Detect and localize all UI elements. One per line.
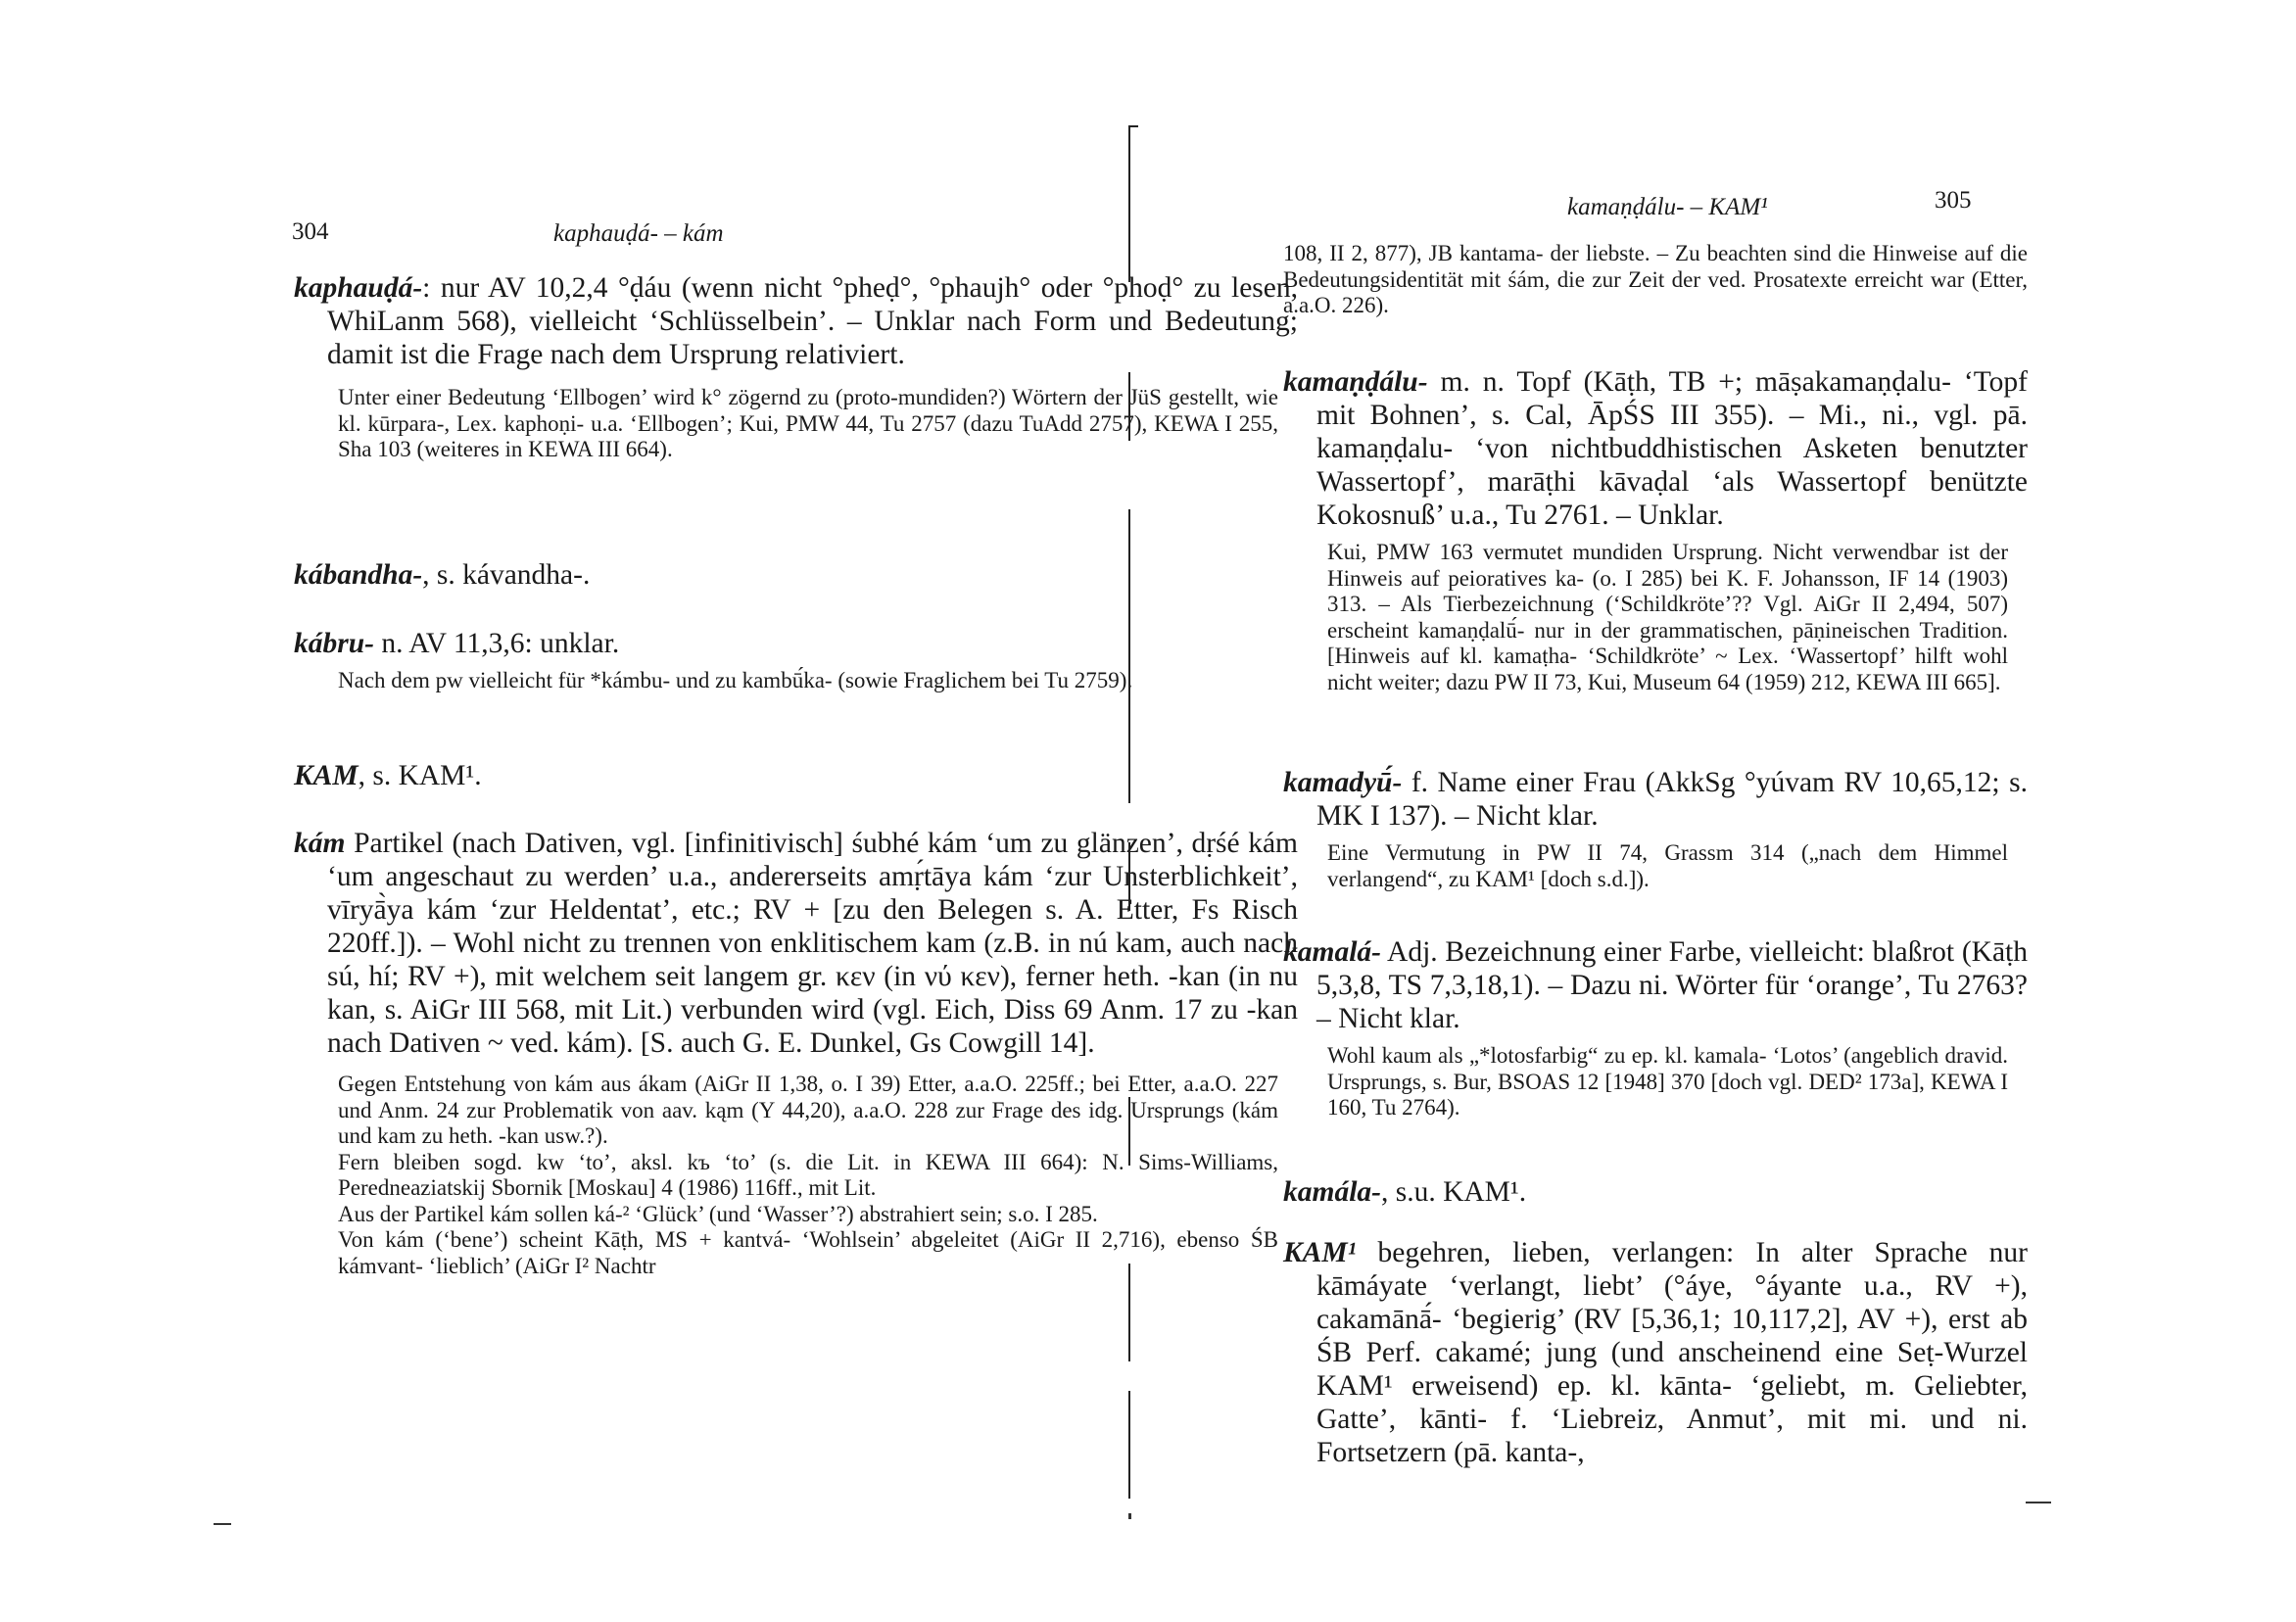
entry-lemma: KAM — [294, 760, 359, 791]
entry-lemma: kamadyū́- — [1283, 767, 1403, 798]
entry-note — [1283, 1043, 2028, 1121]
entry-lemma: kábandha- — [294, 559, 423, 591]
gutter-dot — [1128, 1513, 1131, 1519]
note-paragraph: Eine Vermutung in PW II 74, Grassm 314 („nach dem Himmel verlangend“, zu KAM¹ [doch s.d.]). — [1327, 840, 2008, 891]
entry-text: Partikel (nach Dativen, vgl. [infinitivisch] śubhé kám ‘um zu glänzen’, dṛśé kám ‘um angeschaut zu werden’ u.a., andererseits amṛ́tāya kám ‘zur Unsterblichkeit’, vīryā̀ya kám ‘zur Heldentat’, etc.; RV + [zu den Belegen s. A. Etter, Fs Risch 220ff.]). – Wohl nicht zu trennen von enklitischem kam (z.B. in nú kam, auch nach sú, hí; RV +), mit welchem seit langem gr. κεν (in νύ κεν), ferner heth. -kan (in nu kan, s. AiGr III 568, mit Lit.) verbunden wird (vgl. Eich, Diss 69 Anm. 17 zu -kan nach Dativen ~ ved. kám). [S. auch G. E. Dunkel, Gs Cowgill 14]. — [327, 828, 1298, 1059]
right-running-head: kamaṇḍálu- – KAM¹ — [1567, 194, 1768, 220]
entry-text: begehren, lieben, verlangen: In alter Sprache nur kāmáyate ‘verlangt, liebt’ (°áye, °áyante u.a., RV +), cakamānā́- ‘begierig’ (RV [5,36,1; 10,117,2], AV +), erst ab ŚB Perf. cakamé; jung (und anscheinend eine Seṭ-Wurzel KAM¹ erweisend) ep. kl. kānta- ‘geliebt, m. Geliebter, Gatte’, kānti- f. ‘Liebreiz, Anmut’, mit mi. und ni. Fortsetzern (pā. kanta-, — [1316, 1237, 2028, 1468]
entry-kamala-adj — [1283, 935, 2028, 1121]
entry-kam1 — [1283, 1236, 2028, 1469]
entry-kabru — [294, 627, 1298, 694]
gutter-line — [1128, 842, 1130, 911]
note-paragraph: Wohl kaum als „*lotosfarbig“ zu ep. kl. kamala- ‘Lotos’ (angeblich dravid. Ursprungs, s. Bur, BSOAS 12 [1948] 370 [doch vgl. DED² 173a], KEWA I 160, Tu 2764). — [1327, 1043, 2008, 1120]
gutter-line — [1128, 125, 1130, 282]
entry-lemma: kamála- — [1283, 1176, 1381, 1208]
gutter-line — [1128, 1264, 1130, 1361]
note-paragraph: 108, II 2, 877), JB kantama- der liebste. – Zu beachten sind die Hinweise auf die Bedeutungsidentität mit śám, die zur Zeit der ved. Prosatexte erreicht war (Etter, a.a.O. 226). — [1283, 241, 2028, 317]
entry-kamala-ref — [1283, 1175, 2028, 1209]
entry-kam — [294, 827, 1298, 1279]
entry-text: , s. KAM¹. — [358, 760, 482, 791]
entry-lemma: kám — [294, 828, 346, 859]
entry-text: , s.u. KAM¹. — [1380, 1176, 1527, 1208]
note-paragraph: Von kám (‘bene’) scheint Kāṭh, MS + kantvá- ‘Wohlsein’ abgeleitet (AiGr II 2,716), ebenso ŚB kámvant- ‘lieblich’ (AiGr I² Nachtr — [338, 1227, 1278, 1278]
page-corner-mark — [2026, 1502, 2051, 1503]
entry-text: Adj. Bezeichnung einer Farbe, vielleicht: blaßrot (Kāṭh 5,3,8, TS 7,3,18,1). – Dazu ni. Wörter für ‘orange’, Tu 2763? – Nicht klar. — [1316, 936, 2028, 1034]
entry-kabandha — [294, 558, 1298, 592]
entry-lemma: kamaṇḍálu- — [1283, 366, 1428, 398]
note-paragraph: Gegen Entstehung von kám aus ákam (AiGr II 1,38, o. I 39) Etter, a.a.O. 225ff.; bei Etter, a.a.O. 227 und Anm. 24 zur Problematik von aav. kąm (Y 44,20), a.a.O. 228 zur Frage des idg. Ursprungs (kám und kam zu heth. -kan usw.?). — [338, 1072, 1278, 1148]
entry-kamadyu — [1283, 766, 2028, 892]
entry-text: m. n. Topf (Kāṭh, TB +; māṣakamaṇḍalu- ‘Topf mit Bohnen’, s. Cal, ĀpŚS III 355). – Mi., ni., vgl. pā. kamaṇḍalu- ‘von nichtbuddhistischen Asketen benutzter Wassertopf’, marāṭhi kāvaḍal ‘als Wassertopf benützte Kokosnuß’ u.a., Tu 2761. – Unklar. — [1316, 366, 2028, 531]
note-paragraph: Kui, PMW 163 vermutet mundiden Ursprung. Nicht verwendbar ist der Hinweis auf peioratives ka- (o. I 285) bei K. F. Johansson, IF 14 (1903) 313. – Als Tierbezeichnung (‘Schildkröte’?? Vgl. AiGr II 2,494, 507) erscheint kamaṇḍalū́- nur in der grammatischen, pāṇineischen Tradition. [Hinweis auf kl. kamaṭha- ‘Schildkröte’ ~ Lex. ‘Wassertopf’ hilft wohl nicht weiter; dazu PW II 73, Kui, Museum 64 (1959) 212, KEWA III 665]. — [1327, 540, 2008, 694]
entry-lemma: kamalá- — [1283, 936, 1381, 968]
gutter-line — [1128, 1391, 1130, 1499]
entry-text: n. AV 11,3,6: unklar. — [373, 628, 620, 659]
gutter-line — [1128, 1097, 1130, 1166]
continuation-note — [1283, 241, 2028, 319]
entry-text: : nur AV 10,2,4 °ḍáu (wenn nicht °pheḍ°, °phaujh° oder °phoḍ° zu lesen, WhiLanm 568), vielleicht ‘Schlüsselbein’. – Unklar nach Form und Bedeutung; damit ist die Frage nach dem Ursprung relativiert. — [327, 272, 1298, 370]
entry-note — [294, 385, 1298, 463]
entry-text: f. Name einer Frau (AkkSg °yúvam RV 10,65,12; s. MK I 137). – Nicht klar. — [1316, 767, 2028, 832]
entry-lemma: KAM¹ — [1283, 1237, 1357, 1268]
entry-lemma: kaphauḍá- — [294, 272, 423, 304]
right-page-number: 305 — [1935, 187, 1972, 214]
entry-note — [294, 1072, 1298, 1279]
note-paragraph: Fern bleiben sogd. kw ‘to’, aksl. kъ ‘to’ (s. die Lit. in KEWA III 664): N. Sims-Williams, Peredneaziatskij Sbornik [Moskau] 4 (1986) 116ff., mit Lit. — [338, 1149, 1278, 1200]
gutter-line — [1128, 509, 1130, 803]
left-running-head: kaphauḍá- – kám — [553, 220, 724, 247]
gutter-line — [1128, 372, 1130, 441]
note-paragraph: Nach dem pw vielleicht für *kámbu- und zu kambū́ka- (sowie Fraglichem bei Tu 2759). — [338, 668, 1133, 692]
entry-note — [1283, 840, 2028, 892]
entry-kaphauda — [294, 271, 1298, 463]
left-page-number: 304 — [292, 218, 329, 245]
note-paragraph: Unter einer Bedeutung ‘Ellbogen’ wird k° zögernd zu (proto-mundiden?) Wörtern der JüS gestellt, wie kl. kūrpara-, Lex. kaphoṇi- u.a. ‘Ellbogen’; Kui, PMW 44, Tu 2757 (dazu TuAdd 2757), KEWA I 255, Sha 103 (weiteres in KEWA III 664). — [338, 385, 1278, 461]
note-paragraph: Aus der Partikel kám sollen ká-² ‘Glück’ (und ‘Wasser’?) abstrahiert sein; s.o. I 285. — [338, 1201, 1098, 1226]
entry-note — [1283, 540, 2028, 695]
entry-kam-ref — [294, 759, 1298, 792]
entry-note — [294, 668, 1298, 694]
entry-text: , s. kávandha-. — [422, 559, 591, 591]
entry-kamandalu — [1283, 365, 2028, 695]
page-corner-mark — [214, 1523, 231, 1525]
entry-lemma: kábru- — [294, 628, 374, 659]
